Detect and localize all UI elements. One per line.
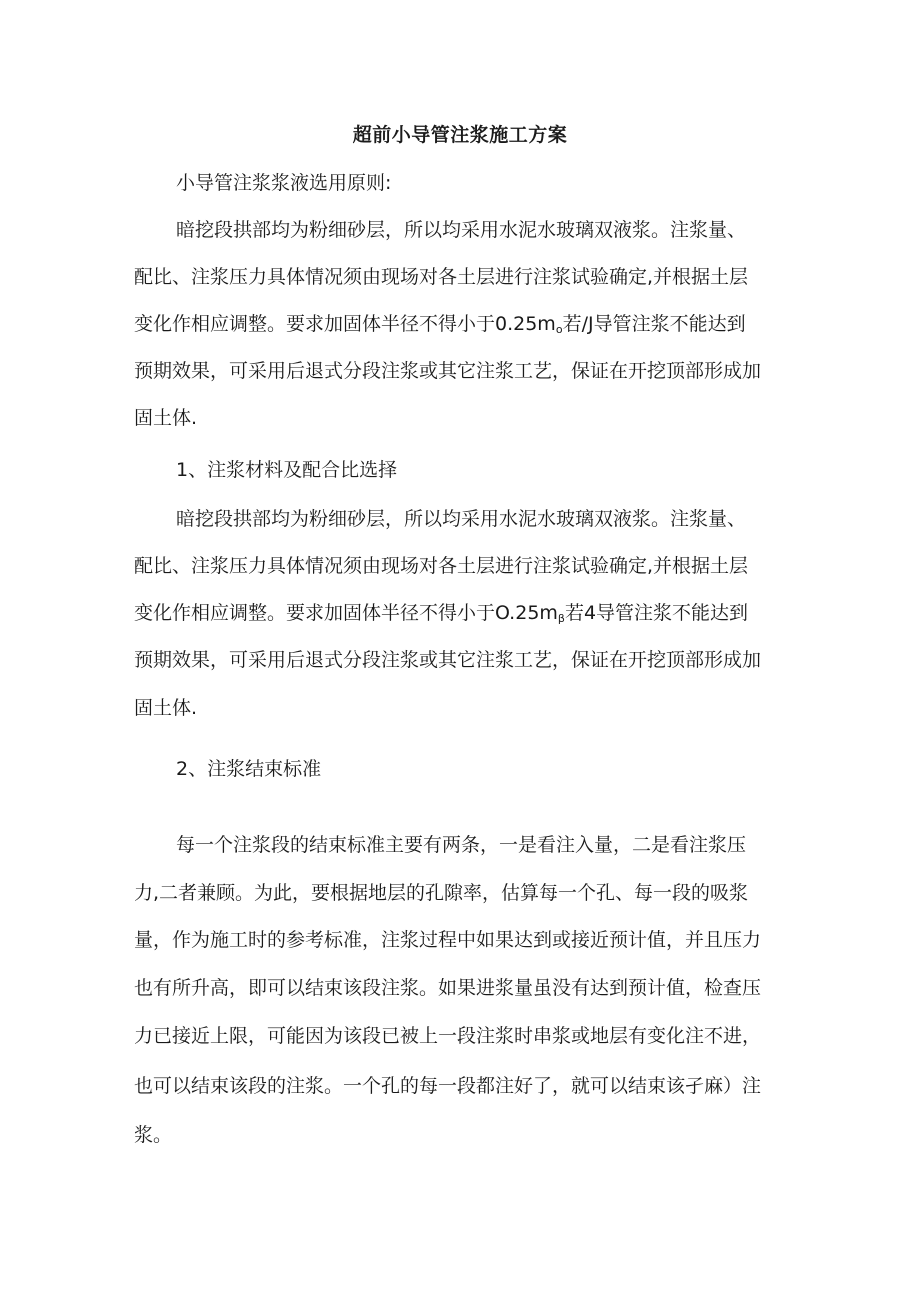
para1-line2: 配比、注浆压力具体情况须由现场对各土层进行注浆试验确定,并根据土层 <box>134 266 749 288</box>
document-title: 超前小导管注浆施工方案 <box>352 124 568 146</box>
para3-line7: 浆。 <box>134 1124 173 1146</box>
para1-line1: 暗挖段拱部均为粉细砂层，所以均采用水泥水玻璃双液浆。注浆量、 <box>176 219 747 241</box>
para1-line3 <box>134 312 746 342</box>
para1-line3-subscript: o <box>555 323 563 336</box>
para2-line2: 配比、注浆压力具体情况须由现场对各土层进行注浆试验确定,并根据土层 <box>134 555 749 577</box>
para2-line3-part-b: 若4导管注浆不能达到 <box>564 602 749 624</box>
para3-line5: 力已接近上限，可能因为该段已被上一段注浆时串浆或地层有变化注不进， <box>134 1025 762 1047</box>
para2-line5: 固土体. <box>134 697 198 719</box>
para3-line1: 每一个注浆段的结束标准主要有两条，一是看注入量，二是看注浆压 <box>176 834 747 856</box>
para2-line1: 暗挖段拱部均为粉细砂层，所以均采用水泥水玻璃双液浆。注浆量、 <box>176 508 747 530</box>
heading-2: 2、注浆结束标准 <box>176 758 322 780</box>
para1-line3-part-a: 变化作相应调整。要求加固体半径不得小于0.25m <box>134 313 556 335</box>
para2-line3-subscript: β <box>557 612 565 625</box>
para1-line4: 预期效果，可采用后退式分段注浆或其它注浆工艺，保证在开挖顶部形成加 <box>134 360 762 382</box>
para3-line6: 也可以结束该段的注浆。一个孔的每一段都注好了，就可以结束该孑麻）注 <box>134 1075 762 1097</box>
para1-line5: 固土体. <box>134 407 198 429</box>
section-intro-heading: 小导管注浆浆液选用原则: <box>176 172 392 194</box>
para2-line3 <box>134 601 748 631</box>
para3-line4: 也有所升高，即可以结束该段注浆。如果进浆量虽没有达到预计值，检查压 <box>134 977 762 999</box>
para2-line4: 预期效果，可采用后退式分段注浆或其它注浆工艺，保证在开挖顶部形成加 <box>134 649 762 671</box>
heading-1: 1、注浆材料及配合比选择 <box>176 459 398 481</box>
para3-line2: 力,二者兼顾。为此，要根据地层的孔隙率，估算每一个孔、每一段的吸浆 <box>134 882 749 904</box>
para3-line3: 量，作为施工时的参考标准，注浆过程中如果达到或接近预计值，并且压力 <box>134 929 762 951</box>
para2-line3-part-a: 变化作相应调整。要求加固体半径不得小于O.25m <box>134 602 558 624</box>
para1-line3-part-b: 若/J导管注浆不能达到 <box>562 313 746 335</box>
